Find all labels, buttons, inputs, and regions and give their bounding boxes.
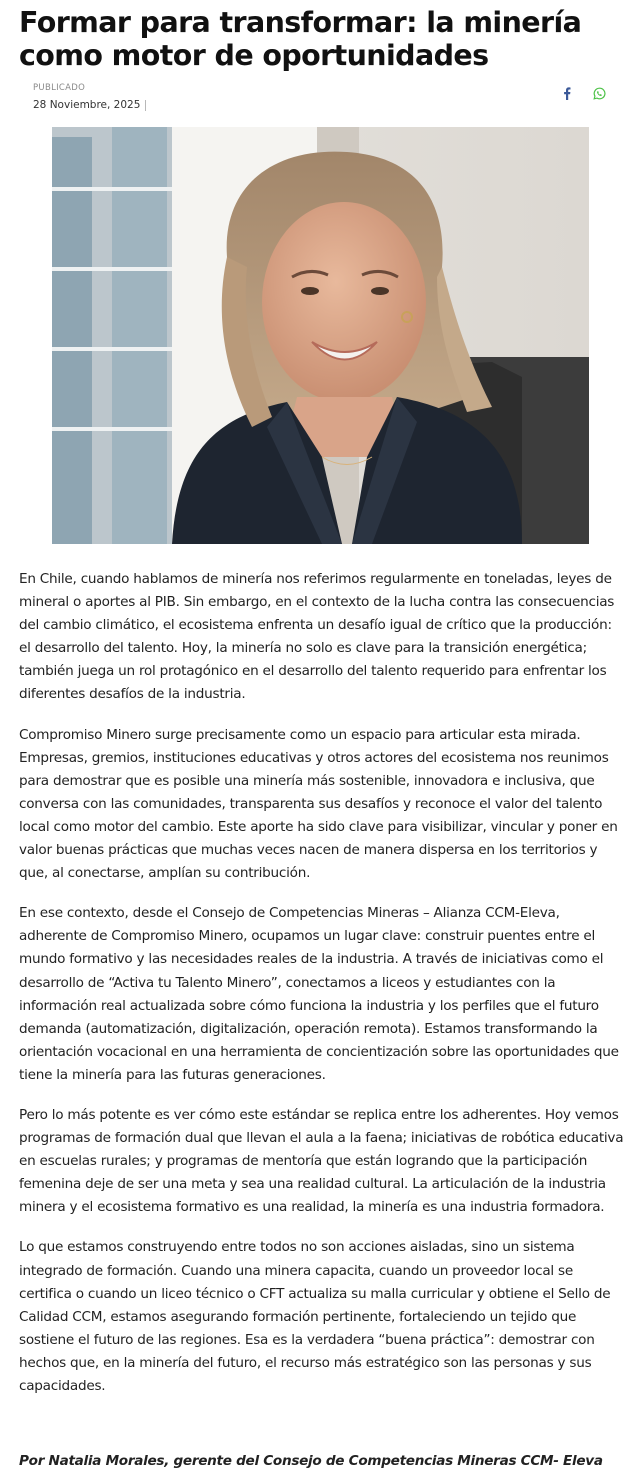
paragraph: En Chile, cuando hablamos de minería nos referimos regularmente en toneladas, leyes de mineral o aportes al PIB. Sin embargo, en el contexto de la lucha contra las consecuencias del cambio climático, el ecosistema enfrenta un desafío igual de crítico que la producción: el desarrollo del talento. Hoy, la minería no solo es clave para la transición energética; también juega un rol protagónico en el desarrollo del talento requerido para enfrentar los diferentes desafíos de la industria. [19,571,615,703]
published-date-row [33,98,146,112]
paragraph: Pero lo más potente es ver cómo este estándar se replica entre los adherentes. Hoy vemos programas de formación dual que llevan el aula a la faena; iniciativas de robótica educativa en escuelas rurales; y programas de mentoría que están logrando que la participación femenina deje de ser una meta y sea una realidad cultural. La articulación de la industria minera y el ecosistema formativo es una realidad, la minería es una industria formadora. [19,1106,624,1216]
share-whatsapp-button[interactable] [591,88,607,104]
paragraph: En ese contexto, desde el Consejo de Competencias Mineras – Alianza CCM-Eleva, adherente de Compromiso Minero, ocupamos un lugar clave: construir puentes entre el mundo formativo y las necesidades reales de la industria. A través de iniciativas como el desarrollo de “Activa tu Talento Minero”, conectamos a liceos y estudiantes con la información real actualizada sobre cómo funciona la industria y los perfiles que el futuro demanda (automatización, digitalización, operación remota). Estamos transformando la orientación vocacional en una herramienta de concientización sobre las oportunidades que tiene la minería para las futuras generaciones. [19,905,619,1083]
facebook-icon [563,87,571,105]
paragraph: Lo que estamos construyendo entre todos no son acciones aisladas, sino un sistema integrado de formación. Cuando una minera capacita, cuando un proveedor local se certifica o cuando un liceo técnico o CFT actualiza su malla curricular y obtiene el Sello de Calidad CCM, estamos asegurando formación pertinente, fortaleciendo un tejido que sostiene el futuro de las regiones. Esa es la verdadera “buena práctica”: demostrar con hechos que, en la minería del futuro, el recurso más estratégico son las personas y sus capacidades. [19,1239,611,1394]
meta-divider [145,100,146,111]
published-date: 28 Noviembre, 2025 [33,99,141,111]
published-label: PUBLICADO [33,83,86,93]
author-byline: Por Natalia Morales, gerente del Consejo de Competencias Mineras CCM- Eleva [19,1453,603,1469]
paragraph: Compromiso Minero surge precisamente como un espacio para articular esta mirada. Empresas, gremios, instituciones educativas y otros actores del ecosistema nos reunimos para demostrar que es posible una minería más sostenible, innovadora e inclusiva, que conversa con las comunidades, transparenta sus desafíos y reconoce el valor del talento local como motor del cambio. Este aporte ha sido clave para visibilizar, vincular y poner en valor buenas prácticas que muchas veces nacen de manera dispersa en los territorios y que, al conectarse, amplían su contribución. [19,726,618,882]
article-meta [33,82,146,112]
whatsapp-icon [593,87,606,105]
hero-photo [52,127,589,544]
article-title: Formar para transformar: la minería como motor de oportunidades [19,6,582,72]
share-facebook-button[interactable] [559,88,575,104]
article-body [19,568,624,1415]
